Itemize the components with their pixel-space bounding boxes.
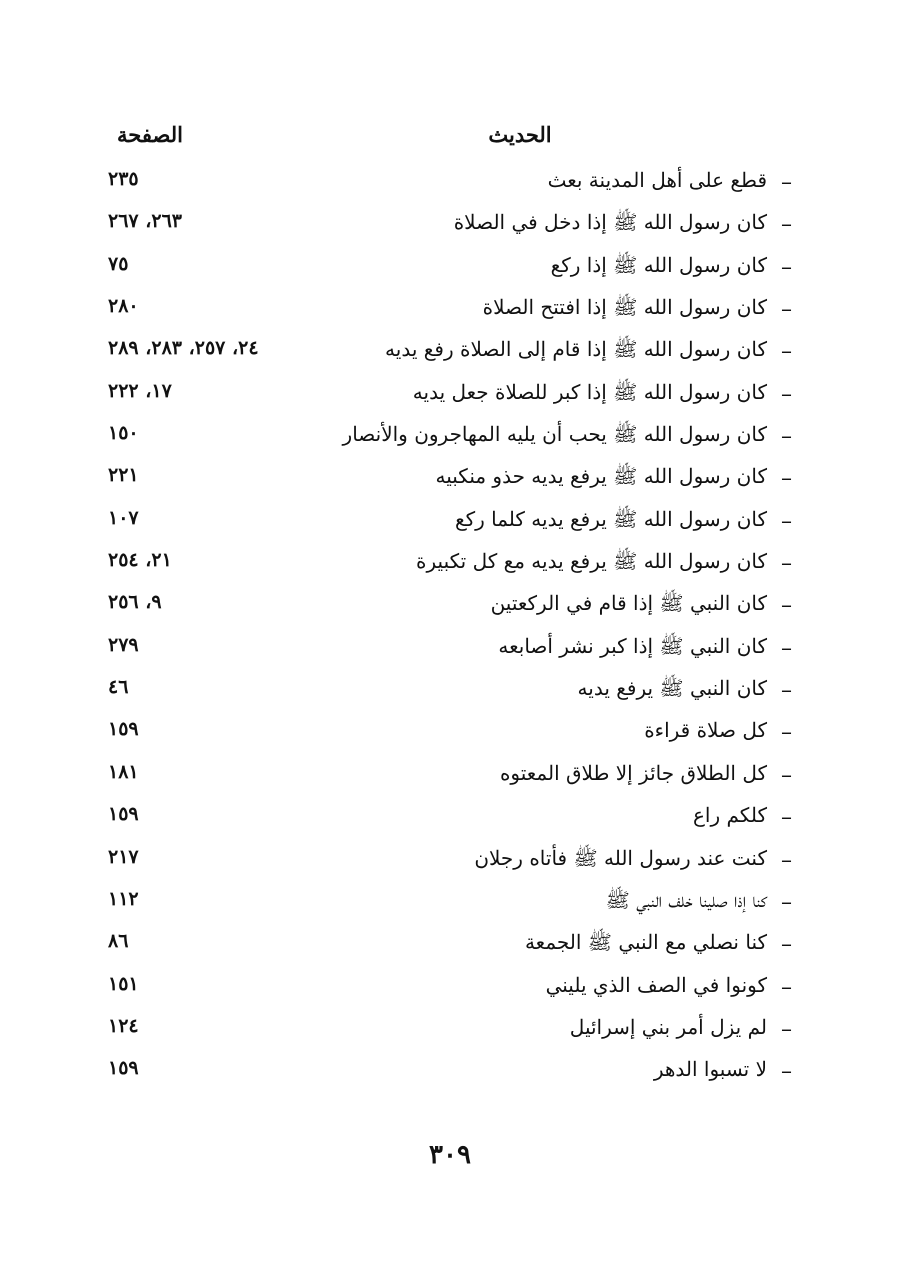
list-dash: – [781,424,792,450]
page-reference: ١٥٩ [108,803,139,826]
index-row [0,884,900,926]
index-row [0,376,900,418]
page-reference: ٢٢١ [108,464,139,487]
index-row [0,587,900,629]
hadith-text: كان رسول الله ﷺ إذا كبر للصلاة جعل يديه [412,379,767,404]
index-row [0,460,900,502]
page-reference: ١٥٠ [108,422,139,445]
page-reference: ٢٤، ٢٥٧، ٢٨٣، ٢٨٩ [108,337,259,360]
list-dash: – [781,1016,792,1042]
list-dash: – [781,932,792,958]
hadith-text: كنا نصلي مع النبي ﷺ الجمعة [524,930,767,955]
page-reference: ١٥٩ [108,718,139,741]
hadith-text: كان رسول الله ﷺ يرفع يديه مع كل تكبيرة [416,549,767,574]
index-row [0,164,900,206]
page-reference: ٢٣٥ [108,168,139,190]
page-reference: ٢٦٣، ٢٦٧ [108,210,182,233]
list-dash: – [781,381,792,407]
hadith-text: كان رسول الله ﷺ يرفع يديه كلما ركع [454,506,767,531]
list-dash: – [781,551,792,577]
page-reference: ٢١، ٢٥٤ [108,549,172,572]
page-column-heading: الصفحة [117,122,183,147]
index-row [0,206,900,248]
hadith-text: كان النبي ﷺ يرفع يديه [577,676,767,701]
hadith-text: كلكم راع [692,803,767,828]
page-reference: ٨٦ [108,930,129,953]
index-row [0,249,900,291]
index-row [0,842,900,884]
hadith-text: كان رسول الله ﷺ إذا دخل في الصلاة [453,210,767,235]
page-reference: ٢٨٠ [108,295,139,318]
page-reference: ٧٥ [108,252,129,275]
list-dash: – [781,212,792,238]
hadith-text: كان رسول الله ﷺ إذا افتتح الصلاة [482,295,767,320]
hadith-text: كنا إذا صلينا خلف النبي ﷺ [605,887,767,912]
hadith-text: كان رسول الله ﷺ إذا قام إلى الصلاة رفع يديه [385,337,767,362]
hadith-text: قطع على أهل المدينة بعث [547,168,767,192]
page-reference: ١٥١ [108,972,139,995]
index-row [0,799,900,841]
hadith-index-list [0,164,900,1096]
page-reference: ١٠٧ [108,506,139,529]
list-dash: – [781,720,792,746]
index-row [0,714,900,756]
list-dash: – [781,297,792,323]
hadith-text: لم يزل أمر بني إسرائيل [569,1014,767,1039]
list-dash: – [781,508,792,534]
page-reference: ٩، ٢٥٦ [108,591,162,614]
index-row [0,545,900,587]
hadith-text: كونوا في الصف الذي يليني [545,972,767,997]
page-reference: ١٧، ٢٢٢ [108,379,172,402]
hadith-text: كان النبي ﷺ إذا كبر نشر أصابعه [498,633,767,658]
list-dash: – [781,847,792,873]
page-number: ٣٠٩ [429,1140,471,1170]
index-header [0,122,900,162]
list-dash: – [781,635,792,661]
page-reference: ١٨١ [108,760,139,783]
list-dash: – [781,678,792,704]
list-dash: – [781,593,792,619]
list-dash: – [781,254,792,280]
page-reference: ١٢٤ [108,1014,139,1037]
hadith-column-heading: الحديث [488,122,552,147]
index-row [0,291,900,333]
page-reference: ١١٢ [108,887,139,910]
hadith-text: كان النبي ﷺ إذا قام في الركعتين [490,591,767,616]
hadith-text: لا تسبوا الدهر [653,1057,767,1082]
hadith-text: كنت عند رسول الله ﷺ فأتاه رجلان [474,845,767,870]
page-reference: ٢١٧ [108,845,139,868]
index-row [0,1053,900,1095]
index-row [0,926,900,968]
list-dash: – [781,762,792,788]
index-row [0,757,900,799]
page-reference: ٢٧٩ [108,633,139,656]
index-row [0,672,900,714]
list-dash: – [781,974,792,1000]
index-row [0,333,900,375]
list-dash: – [781,339,792,365]
index-row [0,969,900,1011]
hadith-text: كان رسول الله ﷺ إذا ركع [550,252,767,277]
list-dash: – [781,466,792,492]
index-row [0,1011,900,1053]
index-row [0,503,900,545]
list-dash: – [781,805,792,831]
hadith-text: كل الطلاق جائز إلا طلاق المعتوه [499,760,767,785]
hadith-text: كان رسول الله ﷺ يرفع يديه حذو منكبيه [435,464,767,489]
list-dash: – [781,170,792,195]
list-dash: – [781,889,792,915]
hadith-text: كل صلاة قراءة [644,718,767,743]
list-dash: – [781,1059,792,1085]
hadith-text: كان رسول الله ﷺ يحب أن يليه المهاجرون والأنصار [342,422,767,447]
index-row [0,630,900,672]
page-reference: ٤٦ [108,676,129,699]
index-row [0,418,900,460]
page-reference: ١٥٩ [108,1057,139,1080]
